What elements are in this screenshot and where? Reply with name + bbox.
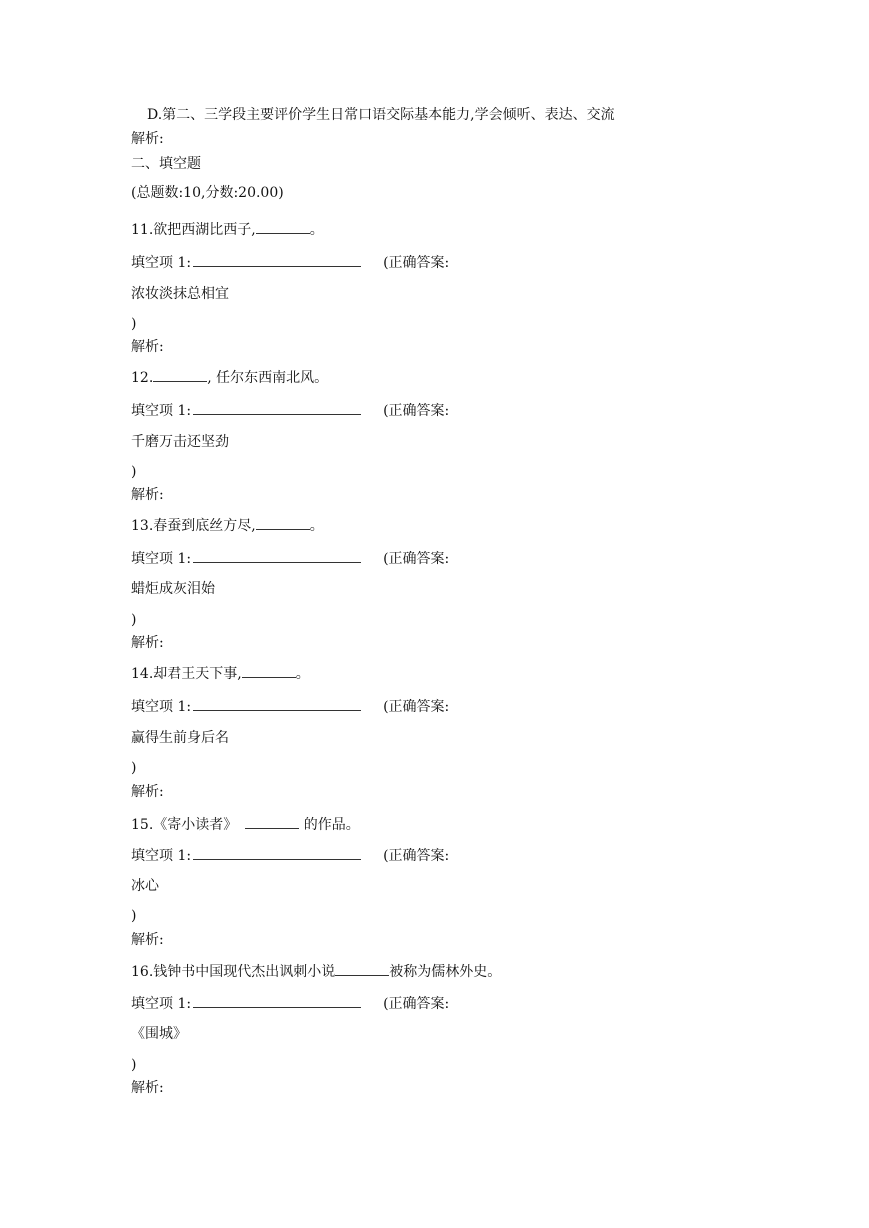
fill-row-13 bbox=[131, 549, 449, 568]
analysis-label: 解析: bbox=[131, 487, 164, 503]
question-blank bbox=[335, 962, 389, 976]
fill-row-16 bbox=[131, 994, 449, 1013]
fill-label: 填空项 1: bbox=[131, 699, 192, 715]
question-14 bbox=[131, 664, 310, 683]
analysis-label: 解析: bbox=[131, 635, 164, 651]
option-d-text: D.第二、三学段主要评价学生日常口语交际基本能力,学会倾听、表达、交流 bbox=[147, 107, 615, 123]
question-text-tail: , 任尔东西南北风。 bbox=[207, 370, 329, 386]
answer-label: (正确答案: bbox=[383, 848, 450, 864]
answer-field[interactable] bbox=[193, 697, 361, 711]
fill-label: 填空项 1: bbox=[131, 996, 192, 1012]
answer-field[interactable] bbox=[193, 994, 361, 1008]
question-text: 16.钱钟书中国现代杰出讽刺小说 bbox=[131, 964, 336, 980]
analysis-label: 解析: bbox=[131, 131, 164, 147]
question-text-tail: 。 bbox=[309, 518, 324, 534]
answer-text: 赢得生前身后名 bbox=[131, 730, 229, 746]
question-text-tail: 的作品。 bbox=[299, 817, 360, 833]
question-blank bbox=[256, 220, 310, 234]
question-text: 12. bbox=[131, 370, 154, 386]
answer-label: (正确答案: bbox=[383, 996, 450, 1012]
answer-field[interactable] bbox=[193, 253, 361, 267]
answer-label: (正确答案: bbox=[383, 551, 450, 567]
fill-row-15 bbox=[131, 846, 449, 865]
fill-label: 填空项 1: bbox=[131, 551, 192, 567]
answer-close-paren: ) bbox=[131, 760, 137, 776]
question-text: 11.欲把西湖比西子, bbox=[131, 222, 256, 238]
answer-close-paren: ) bbox=[131, 464, 137, 480]
analysis-label: 解析: bbox=[131, 784, 164, 800]
answer-text: 《围城》 bbox=[131, 1026, 187, 1042]
question-blank bbox=[256, 516, 310, 530]
question-11 bbox=[131, 220, 324, 239]
question-text: 15.《寄小读者》 bbox=[131, 817, 238, 833]
answer-close-paren: ) bbox=[131, 316, 137, 332]
question-blank bbox=[153, 368, 207, 382]
question-text-tail: 。 bbox=[295, 666, 310, 682]
answer-text: 浓妆淡抹总相宜 bbox=[131, 286, 229, 302]
answer-label: (正确答案: bbox=[383, 699, 450, 715]
question-15 bbox=[131, 815, 360, 834]
question-blank bbox=[245, 815, 299, 829]
section-meta: (总题数:10,分数:20.00) bbox=[131, 185, 284, 201]
answer-close-paren: ) bbox=[131, 1057, 137, 1073]
question-blank bbox=[242, 664, 296, 678]
question-13 bbox=[131, 516, 324, 535]
fill-label: 填空项 1: bbox=[131, 403, 192, 419]
question-12 bbox=[131, 368, 328, 387]
fill-row-12 bbox=[131, 401, 449, 420]
answer-label: (正确答案: bbox=[383, 255, 450, 271]
answer-field[interactable] bbox=[193, 846, 361, 860]
question-16 bbox=[131, 962, 501, 981]
question-text: 14.却君王天下事, bbox=[131, 666, 242, 682]
fill-label: 填空项 1: bbox=[131, 255, 192, 271]
fill-row-11 bbox=[131, 253, 449, 272]
answer-close-paren: ) bbox=[131, 908, 137, 924]
answer-field[interactable] bbox=[193, 401, 361, 415]
answer-text: 蜡炬成灰泪始 bbox=[131, 581, 215, 597]
analysis-label: 解析: bbox=[131, 1080, 164, 1096]
answer-close-paren: ) bbox=[131, 612, 137, 628]
answer-text: 千磨万击还坚劲 bbox=[131, 434, 229, 450]
answer-field[interactable] bbox=[193, 549, 361, 563]
fill-label: 填空项 1: bbox=[131, 848, 192, 864]
answer-text: 冰心 bbox=[131, 878, 159, 894]
analysis-label: 解析: bbox=[131, 932, 164, 948]
analysis-label: 解析: bbox=[131, 339, 164, 355]
question-text-tail: 被称为儒林外史。 bbox=[389, 964, 502, 980]
answer-label: (正确答案: bbox=[383, 403, 450, 419]
question-text-tail: 。 bbox=[309, 222, 324, 238]
fill-row-14 bbox=[131, 697, 449, 716]
question-text: 13.春蚕到底丝方尽, bbox=[131, 518, 256, 534]
section-title: 二、填空题 bbox=[131, 156, 201, 172]
